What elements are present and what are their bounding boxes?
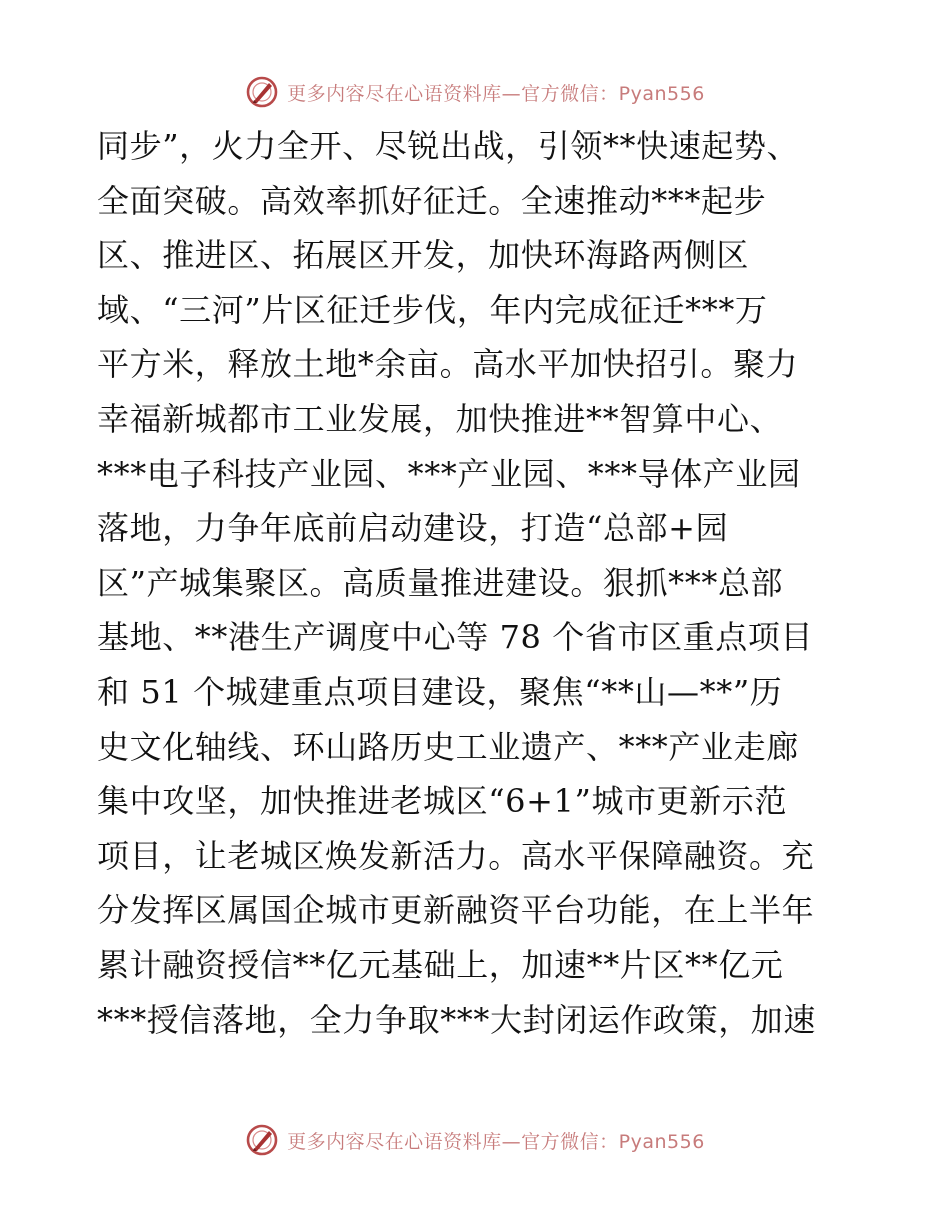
header-banner-text: 更多内容尽在心语资料库—官方微信：Pyan556 [287, 82, 705, 105]
text-line: 同步”，火力全开、尽锐出战，引领**快速起势、 [97, 127, 800, 165]
text-line: 全面突破。高效率抓好征迁。全速推动***起步 [97, 181, 767, 220]
text-line: ***授信落地，全力争取***大封闭运作政策，加速 [97, 1000, 817, 1039]
text-line: ***电子科技产业园、***产业园、***导体产业园 [97, 454, 801, 493]
quill-seal-icon [245, 75, 279, 109]
text-line: 基地、**港生产调度中心等 78 个省市区重点项目 [97, 618, 814, 657]
footer-banner [0, 1120, 950, 1160]
text-line: 区”产城集聚区。高质量推进建设。狠抓***总部 [97, 563, 784, 602]
text-line: 分发挥区属国企城市更新融资平台功能，在上半年 [97, 891, 815, 930]
text-line: 平方米，释放土地*余亩。高水平加快招引。聚力 [97, 345, 799, 384]
text-line: 累计融资授信**亿元基础上，加速**片区**亿元 [97, 945, 784, 984]
text-line: 集中攻坚，加快推进老城区“6+1”城市更新示范 [97, 782, 788, 821]
text-line: 落地，力争年底前启动建设，打造“总部+园 [97, 509, 729, 548]
document-body [97, 119, 857, 1047]
quill-seal-icon [245, 1123, 279, 1157]
text-line: 域、“三河”片区征迁步伐，年内完成征迁***万 [97, 290, 768, 329]
text-line: 和 51 个城建重点项目建设，聚焦“**山—**”历 [97, 672, 783, 711]
footer-banner-text: 更多内容尽在心语资料库—官方微信：Pyan556 [287, 1130, 705, 1153]
text-line: 幸福新城都市工业发展，加快推进**智算中心、 [97, 399, 783, 438]
text-line: 项目，让老城区焕发新活力。高水平保障融资。充 [97, 836, 815, 875]
text-line: 区、推进区、拓展区开发，加快环海路两侧区 [97, 236, 750, 275]
header-banner [0, 72, 950, 112]
text-line: 史文化轴线、环山路历史工业遗产、***产业走廊 [97, 727, 799, 766]
